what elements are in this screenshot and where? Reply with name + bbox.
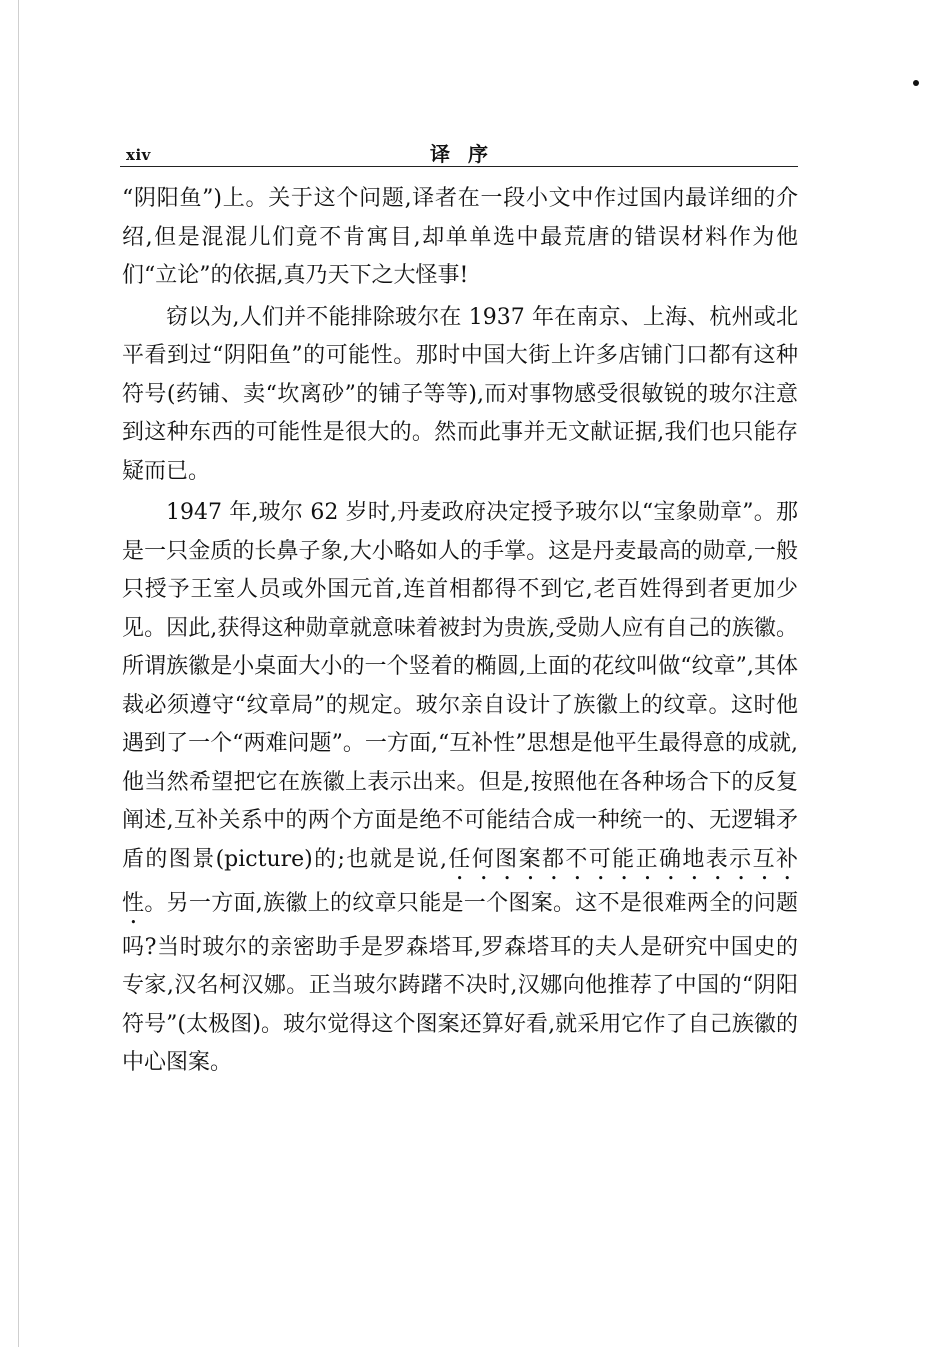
scan-speck: [913, 80, 919, 86]
running-title: 译序: [430, 142, 506, 166]
page-edge-line: [18, 0, 19, 1347]
paragraph-1: “阴阳鱼”)上。关于这个问题,译者在一段小文中作过国内最详细的介绍,但是混混儿们竟不肯寓目,却单单选中最荒唐的错误材料作为他们“立论”的依据,真乃天下之大怪事!: [122, 186, 798, 288]
page-header: [120, 136, 798, 166]
paragraph-3-part-2: 。另一方面,族徽上的纹章只能是一个图案。这不是很难两全的问题吗?当时玻尔的亲密助手是罗森塔耳,罗森塔耳的夫人是研究中国史的专家,汉名柯汉娜。正当玻尔踌躇不决时,汉娜向他推荐了中国的“阴阳符号”(太极图)。玻尔觉得这个图案还算好看,就采用它作了自己族徽的中心图案。: [122, 890, 798, 1075]
page-number: xiv: [126, 146, 151, 164]
paragraph-3-part-1: 1947 年,玻尔 62 岁时,丹麦政府决定授予玻尔以“宝象勋章”。那是一只金质的长鼻子象,大小略如人的手掌。这是丹麦最高的勋章,一般只授予王室人员或外国元首,连首相都得不到它,老百姓得到者更加少见。因此,获得这种勋章就意味着被封为贵族,受勋人应有自己的族徽。所谓族徽是小桌面大小的一个竖着的椭圆,上面的花纹叫做“纹章”,其体裁必须遵守“纹章局”的规定。玻尔亲自设计了族徽上的纹章。这时他遇到了一个“两难问题”。一方面,“互补性”思想是他平生最得意的成就,他当然希望把它在族徽上表示出来。但是,按照他在各种场合下的反复阐述,互补关系中的两个方面是绝不可能结合成一种统一的、无逻辑矛盾的图景(picture)的;也就是说,: [122, 500, 798, 872]
paragraph-3: [122, 494, 798, 1083]
header-rule: [120, 166, 798, 167]
paragraph-2: 窃以为,人们并不能排除玻尔在 1937 年在南京、上海、杭州或北平看到过“阴阳鱼”的可能性。那时中国大街上许多店铺门口都有这种符号(药铺、卖“坎离砂”的铺子等等),而对事物感受很敏锐的玻尔注意到这种东西的可能性是很大的。然而此事并无文献证据,我们也只能存疑而已。: [122, 304, 798, 484]
emphasized-phrase: 任何图案都不可能正确地表示互补性: [122, 846, 798, 916]
body-text: [122, 180, 798, 1086]
